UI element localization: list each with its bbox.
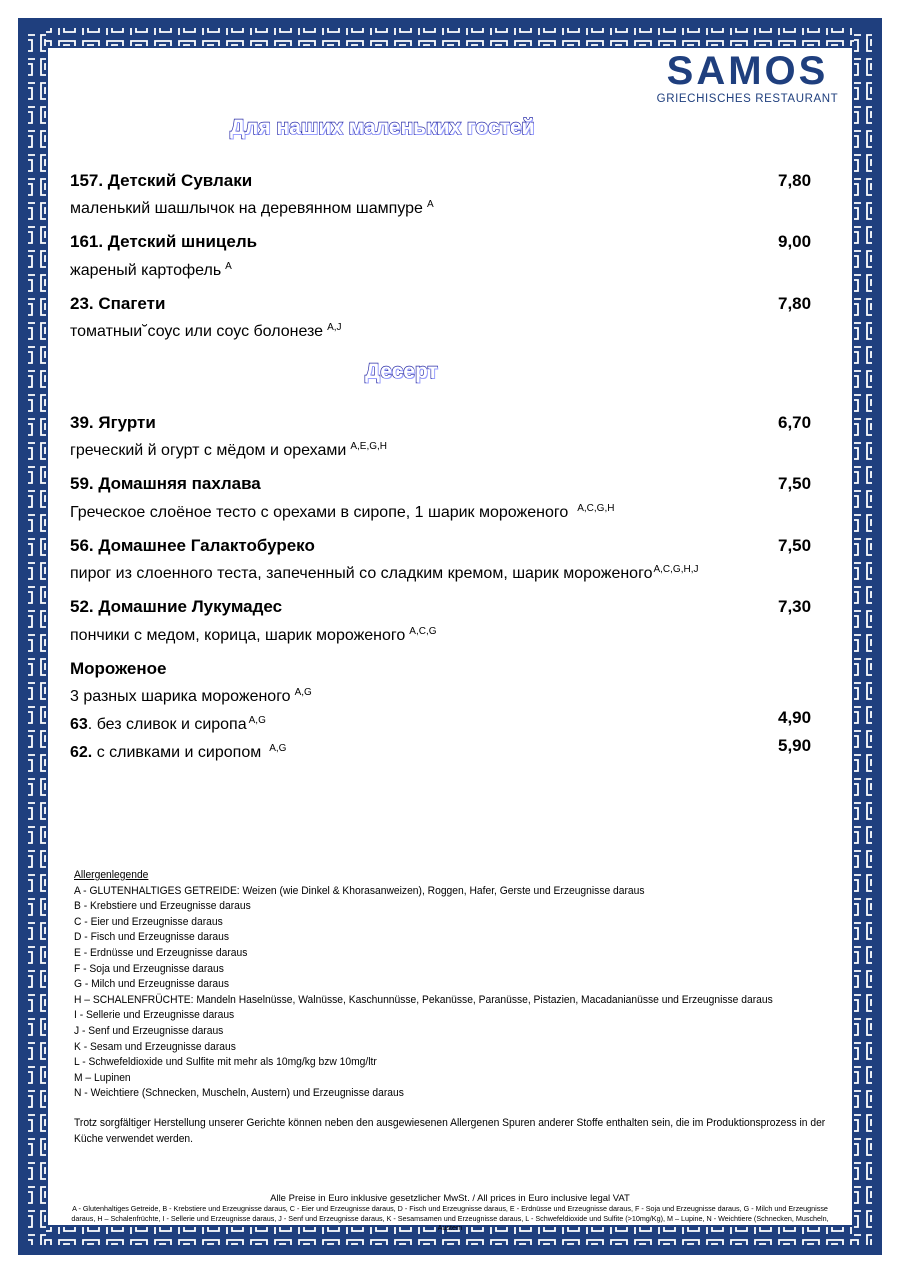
menu-item-name: 56. Домашнее Галактобуреко	[70, 536, 315, 555]
allergen-line: M – Lupinen	[74, 1071, 131, 1084]
menu-item-price: 4,90	[778, 708, 812, 727]
allergen-line: G - Milch und Erzeugnisse daraus	[74, 978, 230, 991]
menu-item-desc: греческий й огурт с мёдом и орехами $^{A,E,G,H}$	[70, 441, 388, 459]
allergen-line: B - Krebstiere und Erzeugnisse daraus	[74, 900, 251, 913]
allergen-line: N - Weichtiere (Schnecken, Muscheln, Austern) und Erzeugnisse daraus	[74, 1087, 404, 1100]
menu-item-name: 39. Ягурти	[70, 413, 156, 432]
menu-item-name: 23. Спагети	[70, 294, 166, 313]
allergen-line: C - Eier und Erzeugnisse daraus	[74, 915, 223, 928]
ice-cream-option: 63. без сливок и сиропа $^{A,G}$	[70, 715, 266, 733]
allergen-codes: A,C,G,H,J	[653, 564, 699, 575]
allergen-codes: A	[225, 261, 232, 272]
greek-key-border-top	[28, 28, 872, 46]
menu-item-desc: Греческое слоёное тесто с орехами в сиропе, 1 шарик мороженого $^{A,C,G,H}$	[70, 503, 615, 521]
brand-subtitle: GRIECHISCHES RESTAURANT	[656, 93, 839, 105]
allergen-line: L - Schwefeldioxide und Sulfite mit mehr als 10mg/kg bzw 10mg/ltr	[74, 1056, 377, 1069]
allergen-line: A - GLUTENHALTIGES GETREIDE: Weizen (wie Dinkel & Khorasanweizen), Roggen, Hafer, Gerste und Erzeugnisse daraus	[74, 884, 645, 897]
menu-item-price: 5,90	[778, 736, 812, 755]
greek-key-border-left	[28, 28, 46, 1245]
menu-item-desc: жареный картофель $^A$	[70, 261, 232, 279]
ice-cream-option: 62. с сливками и сиропом $^{A,G}$	[70, 743, 287, 761]
greek-key-border-right	[854, 28, 872, 1245]
allergen-line: J - Senf und Erzeugnisse daraus	[74, 1024, 224, 1037]
allergen-codes: A	[426, 199, 434, 210]
allergen-line: E - Erdnüsse und Erzeugnisse daraus	[74, 946, 248, 959]
allergen-line: D - Fisch und Erzeugnisse daraus	[74, 931, 230, 944]
menu-item-desc: маленький шашлычок на деревянном шампуре $^A$	[70, 199, 434, 217]
allergen-line: F - Soja und Erzeugnisse daraus	[74, 962, 224, 975]
brand-name: SAMOS	[666, 49, 829, 93]
brand-logo	[650, 50, 845, 106]
menu-item-name: 52. Домашние Лукумадес	[70, 597, 283, 616]
footer-allergen-summary: A - Glutenhaltiges Getreide, B - Krebstiere und Erzeugnisse daraus, C - Eier und Erzeugnisse daraus, D - Fisch und Erzeugnisse daraus, E - Erdnüsse und Erzeugnisse daraus, F - Soja und Erzeugnisse daraus, G - Milch und Erzeugnisse daraus, H – Schalenfrüchte, I - Sellerie und Erzeugnisse daraus, J - Senf und Erzeugnisse daraus, K - Sesamsamen und Erzeugnisse daraus, L - Schwefeldioxide und Sulfite (>10mg/Kg), M – Lupine, N - Weichtiere (Schnecken, Muscheln, Austern	[71, 1204, 829, 1232]
menu-item-price: 6,70	[778, 413, 812, 432]
menu-item-name: 161. Детский шницель	[70, 232, 258, 251]
allergen-line: I - Sellerie und Erzeugnisse daraus	[74, 1009, 235, 1022]
allergen-line: K - Sesam und Erzeugnisse daraus	[74, 1040, 236, 1053]
menu-item-price: 7,50	[778, 474, 812, 493]
menu-item-desc: пирог из слоенного теста, запеченный со сладким кремом, шарик мороженого$^{A,C,G,H,J}$	[70, 564, 699, 582]
menu-item-desc: пончики с медом, корица, шарик мороженого $^{A,C,G}$	[70, 626, 437, 644]
allergen-codes: A,J	[327, 322, 342, 333]
allergen-legend	[74, 868, 826, 1147]
page-footer	[70, 1193, 830, 1233]
footer-prices: Alle Preise in Euro inklusive gesetzlicher MwSt. / All prices in Euro inclusive legal VAT	[270, 1193, 630, 1204]
menu-item-price: 7,80	[778, 171, 812, 190]
allergen-codes: A,E,G,H	[350, 441, 388, 452]
allergen-legend-title: Allergenlegende	[74, 869, 149, 881]
allergen-codes: A,G	[269, 743, 287, 754]
ice-cream-desc: 3 разных шарика мороженого $^{A,G}$	[70, 687, 312, 705]
dessert-section-title: Десерт	[365, 360, 438, 383]
menu-item-price: 7,50	[778, 536, 812, 555]
ice-cream-title: Мороженое	[70, 659, 167, 678]
allergen-codes: A,G	[294, 687, 312, 698]
menu-item-price: 7,80	[778, 294, 812, 313]
allergen-line: H – SCHALENFRÜCHTE: Mandeln Haselnüsse, Walnüsse, Kaschunnüsse, Pekanüsse, Paranüsse, Pistazien, Macadanianüsse und Erzeugnisse daraus	[74, 993, 773, 1006]
allergen-codes: A,G	[248, 715, 266, 726]
menu-item-desc: томатныи˘соус или соус болонезе $^{A,J}$	[70, 322, 342, 340]
menu-item-price: 9,00	[778, 232, 812, 251]
kids-section-title: Для наших маленьких гостей	[230, 116, 535, 139]
allergen-codes: A,C,G	[409, 626, 437, 637]
menu-item-price: 7,30	[778, 597, 812, 616]
allergen-codes: A,C,G,H	[577, 503, 615, 514]
menu-item-name: 157. Детский Сувлаки	[70, 171, 253, 190]
allergen-note: Trotz sorgfältiger Herstellung unserer Gerichte können neben den ausgewiesenen Allergenen Spuren anderer Stoffe enthalten sein, die im Produktionsprozess in der Küche verwendet werden.	[74, 1116, 826, 1145]
menu-item-name: 59. Домашняя пахлава	[70, 474, 261, 493]
